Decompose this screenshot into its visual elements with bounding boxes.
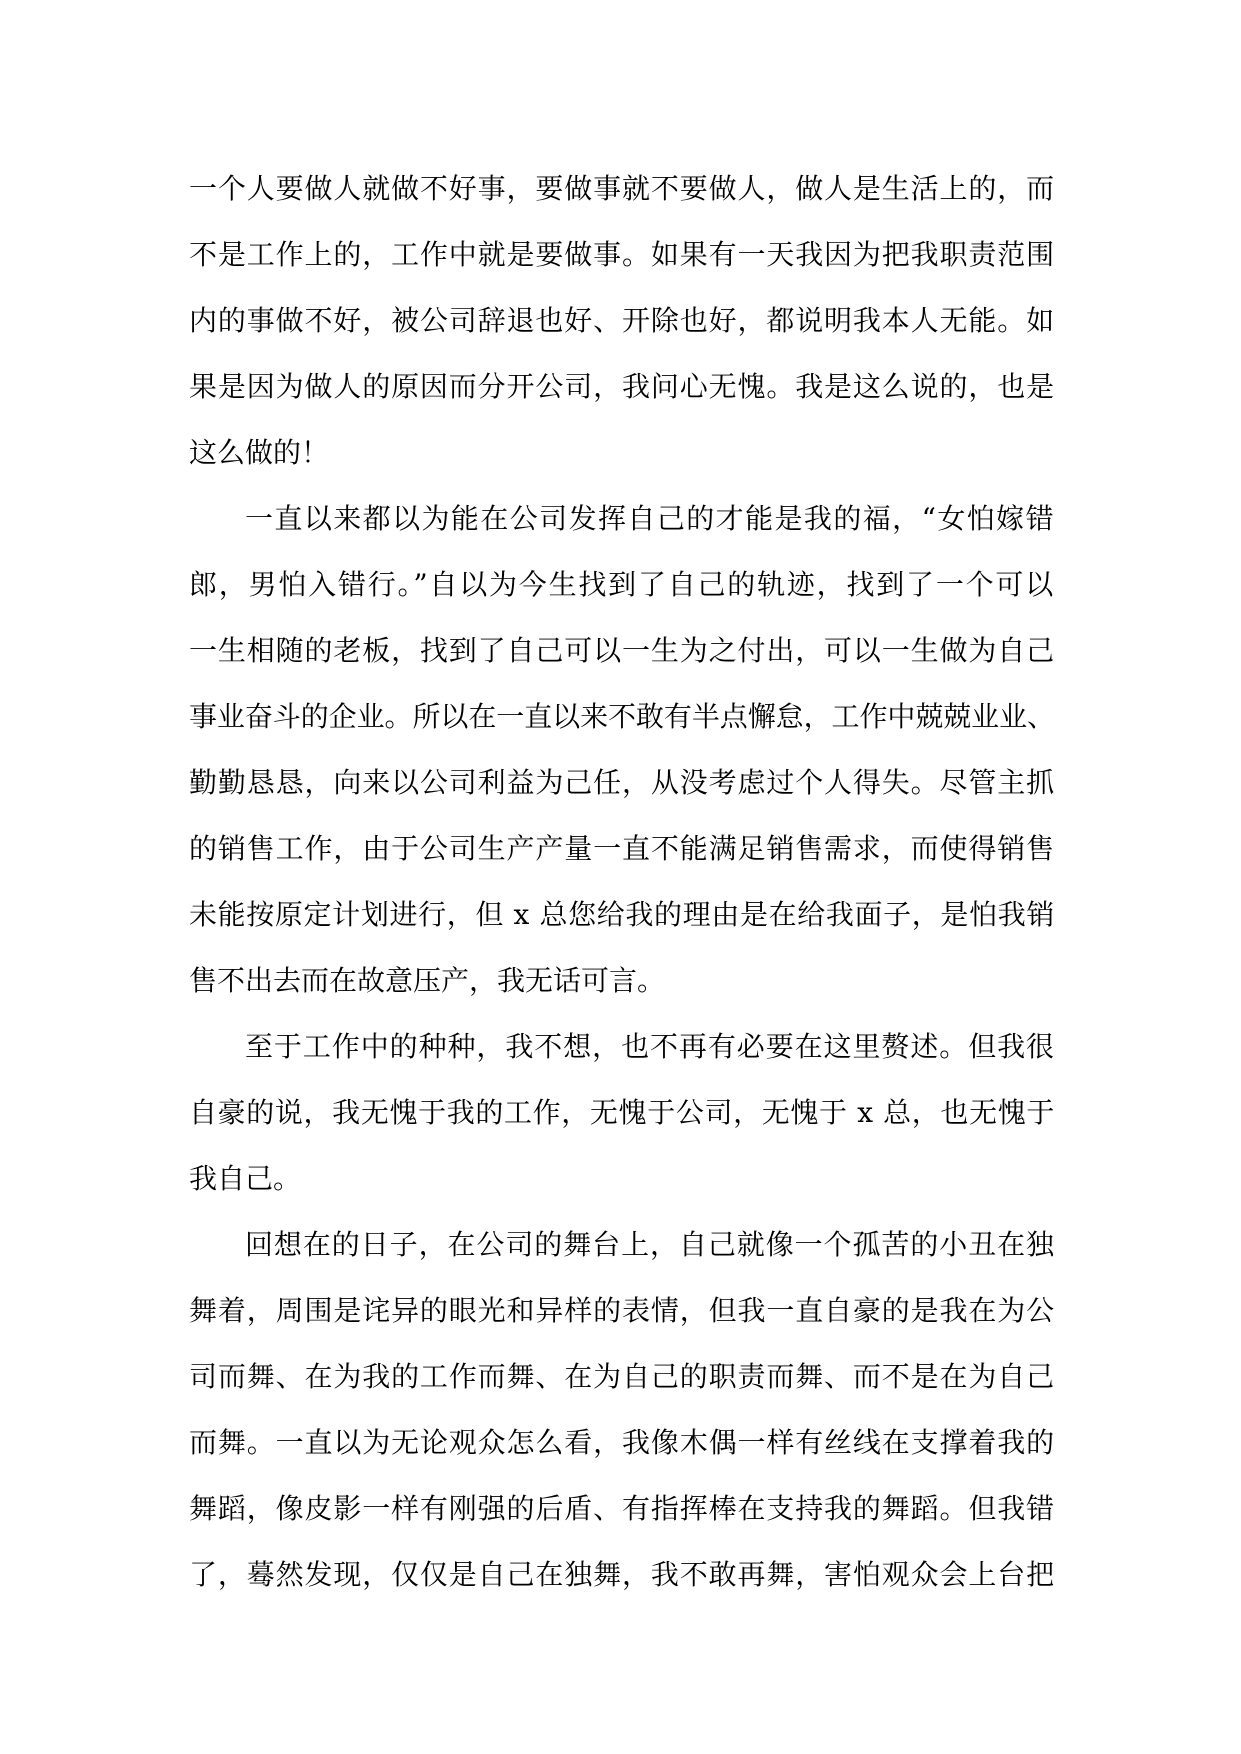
- text-line: 司而舞、在为我的工作而舞、在为自己的职责而舞、而不是在为自己: [189, 1360, 1055, 1393]
- paragraph-2: [189, 486, 1055, 1014]
- text-line: 一生相随的老板，找到了自己可以一生为之付出，可以一生做为自己: [189, 634, 1055, 667]
- text-line: 我自己。: [189, 1162, 302, 1195]
- text-line: 果是因为做人的原因而分开公司，我问心无愧。我是这么说的，也是: [189, 370, 1055, 403]
- text-line: 内的事做不好，被公司辞退也好、开除也好，都说明我本人无能。如: [189, 304, 1055, 337]
- text-line: 这么做的！: [189, 436, 330, 469]
- paragraph-3: [189, 1014, 1055, 1212]
- text-line: 不是工作上的，工作中就是要做事。如果有一天我因为把我职责范围: [189, 238, 1055, 271]
- text-line: 售不出去而在故意压产，我无话可言。: [189, 964, 666, 997]
- paragraph-4: [189, 1212, 1055, 1608]
- text-line: 舞蹈，像皮影一样有刚强的后盾、有指挥棒在支持我的舞蹈。但我错: [189, 1492, 1055, 1525]
- text-line: 至于工作中的种种，我不想，也不再有必要在这里赘述。但我很: [245, 1030, 1055, 1063]
- paragraph-1: [189, 156, 1055, 486]
- text-line: 自豪的说，我无愧于我的工作，无愧于公司，无愧于 x 总，也无愧于: [189, 1096, 1055, 1129]
- text-line: 郎，男怕入错行。”自以为今生找到了自己的轨迹，找到了一个可以: [189, 568, 1055, 601]
- text-line: 事业奋斗的企业。所以在一直以来不敢有半点懈怠，工作中兢兢业业、: [189, 700, 1055, 733]
- text-line: 的销售工作，由于公司生产产量一直不能满足销售需求，而使得销售: [189, 832, 1055, 865]
- text-line: 了，蓦然发现，仅仅是自己在独舞，我不敢再舞，害怕观众会上台把: [189, 1558, 1055, 1591]
- text-line: 一个人要做人就做不好事，要做事就不要做人，做人是生活上的，而: [189, 172, 1055, 205]
- text-line: 未能按原定计划进行，但 x 总您给我的理由是在给我面子，是怕我销: [189, 898, 1055, 931]
- text-line: 一直以来都以为能在公司发挥自己的才能是我的福，“女怕嫁错: [245, 502, 1055, 535]
- document-body: [189, 156, 1055, 1608]
- text-line: 而舞。一直以为无论观众怎么看，我像木偶一样有丝线在支撑着我的: [189, 1426, 1055, 1459]
- text-line: 勤勤恳恳，向来以公司利益为己任，从没考虑过个人得失。尽管主抓: [189, 766, 1055, 799]
- text-line: 舞着，周围是诧异的眼光和异样的表情，但我一直自豪的是我在为公: [189, 1294, 1055, 1327]
- text-line: 回想在的日子，在公司的舞台上，自己就像一个孤苦的小丑在独: [245, 1228, 1055, 1261]
